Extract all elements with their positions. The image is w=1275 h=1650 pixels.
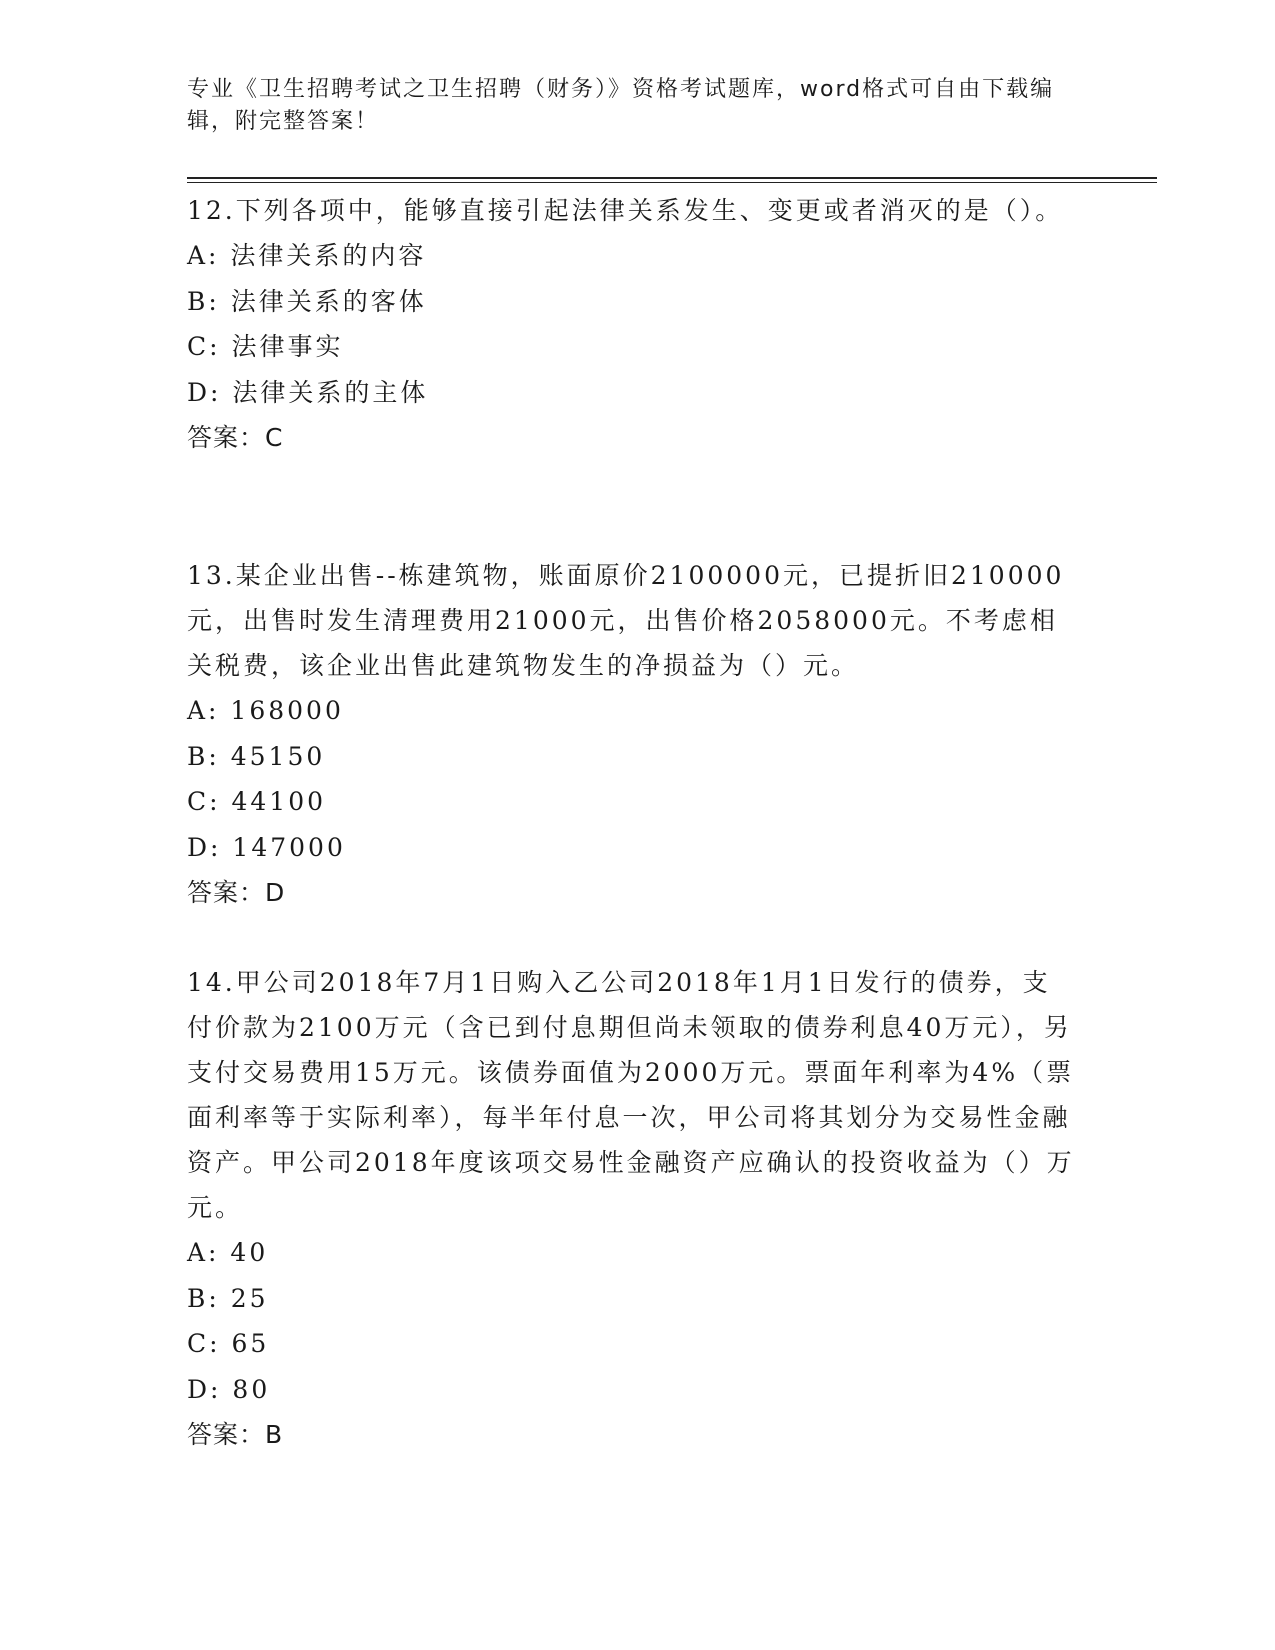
option-a: A: 168000: [187, 696, 344, 725]
option-b: B: 45150: [187, 741, 326, 771]
question-14: [187, 960, 1077, 1457]
option-d: D: 80: [187, 1374, 271, 1404]
answer: 答案：B: [187, 1420, 284, 1449]
option-b: B: 法律关系的客体: [187, 286, 427, 316]
document-header: 专业《卫生招聘考试之卫生招聘（财务）》资格考试题库，word格式可自由下载编辑，附完整答案！: [187, 77, 1055, 134]
question-13: [187, 553, 1077, 915]
question-stem: 12.下列各项中，能够直接引起法律关系发生、变更或者消灭的是（）。: [187, 196, 1064, 225]
option-a: A: 40: [187, 1238, 269, 1267]
answer: 答案：C: [187, 423, 284, 452]
answer: 答案：D: [187, 878, 286, 907]
question-12: [187, 188, 1077, 460]
header-rule-thin: [187, 182, 1157, 183]
option-c: C: 法律事实: [187, 332, 344, 361]
option-c: C: 44100: [187, 787, 327, 816]
option-d: D: 147000: [187, 832, 346, 862]
question-stem: 13.某企业出售--栋建筑物，账面原价2100000元，已提折旧210000元，出售时发生清理费用21000元，出售价格2058000元。不考虑相关税费，该企业出售此建筑物发生的净损益为（）元。: [187, 561, 1065, 680]
option-a: A: 法律关系的内容: [187, 241, 427, 270]
option-c: C: 65: [187, 1329, 270, 1358]
header-rule-thick: [187, 177, 1157, 179]
option-b: B: 25: [187, 1283, 269, 1313]
question-stem: 14.甲公司2018年7月1日购入乙公司2018年1月1日发行的债券，支付价款为2100万元（含已到付息期但尚未领取的债券利息40万元），另支付交易费用15万元。该债券面值为2000万元。票面年利率为4%（票面利率等于实际利率），每半年付息一次，甲公司将其划分为交易性金融资产。甲公司2018年度该项交易性金融资产应确认的投资收益为（）万元。: [187, 968, 1075, 1222]
option-d: D: 法律关系的主体: [187, 377, 429, 407]
